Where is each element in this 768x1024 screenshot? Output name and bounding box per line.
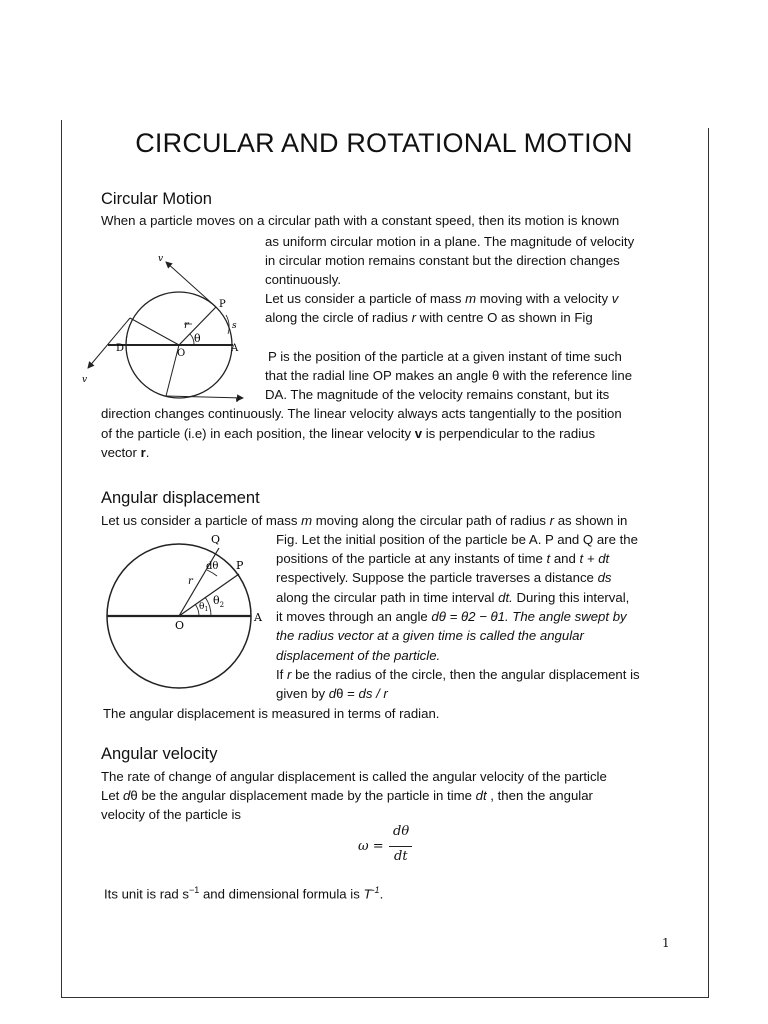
paragraph-line: When a particle moves on a circular path with a constant speed, then its motion is known — [101, 213, 620, 228]
arc-s-label: s — [232, 321, 237, 331]
point-p-label: P — [219, 299, 226, 310]
paragraph-line: P is the position of the particle at a given instant of time such — [268, 349, 622, 364]
paragraph-line: respectively. Suppose the particle traverses a distance ds — [276, 570, 612, 585]
paragraph-line: The rate of change of angular displacement is called the angular velocity of the particle — [101, 769, 607, 784]
point-d-label: D — [116, 343, 125, 354]
heading-circular-motion: Circular Motion — [101, 190, 212, 208]
paragraph-line: in circular motion remains constant but the direction changes — [265, 253, 620, 268]
paragraph-line: it moves through an angle dθ = θ2 − θ1. The angle swept by — [276, 609, 627, 624]
page-number: 1 — [662, 936, 670, 950]
paragraph-line: the radius vector at a given time is called the angular — [276, 628, 584, 643]
heading-angular-velocity: Angular velocity — [101, 745, 218, 763]
paragraph-line: vector r. — [101, 445, 150, 460]
equation-denominator: dt — [394, 849, 408, 864]
paragraph-line: Let us consider a particle of mass m moving with a velocity v — [265, 291, 619, 306]
radius-r-label: r — [184, 320, 189, 331]
point-p-label: P — [236, 559, 244, 572]
paragraph-line: that the radial line OP makes an angle θ with the reference line — [265, 368, 633, 383]
paragraph-line: velocity of the particle is — [101, 807, 241, 822]
equation-numerator: dθ — [393, 824, 410, 839]
document-title: CIRCULAR AND ROTATIONAL MOTION — [135, 128, 633, 158]
angular-velocity-equation — [358, 824, 428, 868]
point-q-label: Q — [211, 533, 221, 546]
paragraph-line: of the particle (i.e) in each position, the linear velocity v is perpendicular to the radius — [101, 426, 596, 441]
page-border-right — [708, 128, 709, 998]
point-a-label: A — [231, 343, 239, 354]
paragraph-line: displacement of the particle. — [276, 648, 441, 663]
paragraph-line: positions of the particle at any instants of time t and t + dt — [276, 551, 610, 566]
equation-lhs: ω = — [358, 839, 384, 854]
heading-angular-displacement: Angular displacement — [101, 489, 260, 507]
page-border-left — [61, 120, 62, 998]
velocity-label-bottom: v — [235, 395, 240, 404]
paragraph-line: The angular displacement is measured in terms of radian. — [103, 706, 440, 721]
point-a-label: A — [254, 611, 262, 624]
paragraph-line: as uniform circular motion in a plane. The magnitude of velocity — [265, 234, 635, 249]
theta1-label: $\theta_1$ — [199, 602, 209, 613]
dtheta-label: dθ — [206, 561, 219, 572]
uniform-circular-motion-figure — [78, 250, 258, 410]
fraction-bar — [389, 846, 412, 847]
paragraph-line: direction changes continuously. The linear velocity always acts tangentially to the position — [101, 406, 622, 421]
paragraph-line: Let us consider a particle of mass m moving along the circular path of radius r as shown in — [101, 513, 628, 528]
velocity-label-top: v — [158, 254, 164, 264]
theta2-label: $\theta_2$ — [213, 594, 225, 609]
centre-o-label: O — [175, 619, 185, 632]
paragraph-line: given by dθ = ds / r — [276, 686, 388, 701]
paragraph-line: Let dθ be the angular displacement made by the particle in time dt , then the angular — [101, 788, 593, 803]
velocity-label-left: v — [82, 375, 88, 385]
angular-displacement-figure — [95, 532, 275, 702]
paragraph-line: continuously. — [265, 272, 341, 287]
paragraph-line: along the circular path in time interval dt. During this interval, — [276, 590, 630, 605]
theta-label: θ — [194, 332, 201, 345]
paragraph-line: DA. The magnitude of the velocity remains constant, but its — [265, 387, 610, 402]
paragraph-line: Fig. Let the initial position of the particle be A. P and Q are the — [276, 532, 638, 547]
paragraph-line: If r be the radius of the circle, then the angular displacement is — [276, 667, 640, 682]
paragraph-line: along the circle of radius r with centre O as shown in Fig — [265, 310, 593, 325]
paragraph-line: Its unit is rad $s^{-1}$ and dimensional formula is $T^{-1}$. — [104, 885, 384, 902]
page-border-bottom — [61, 997, 709, 998]
centre-o-label: O — [177, 348, 186, 359]
radius-r-label: r — [188, 576, 193, 587]
